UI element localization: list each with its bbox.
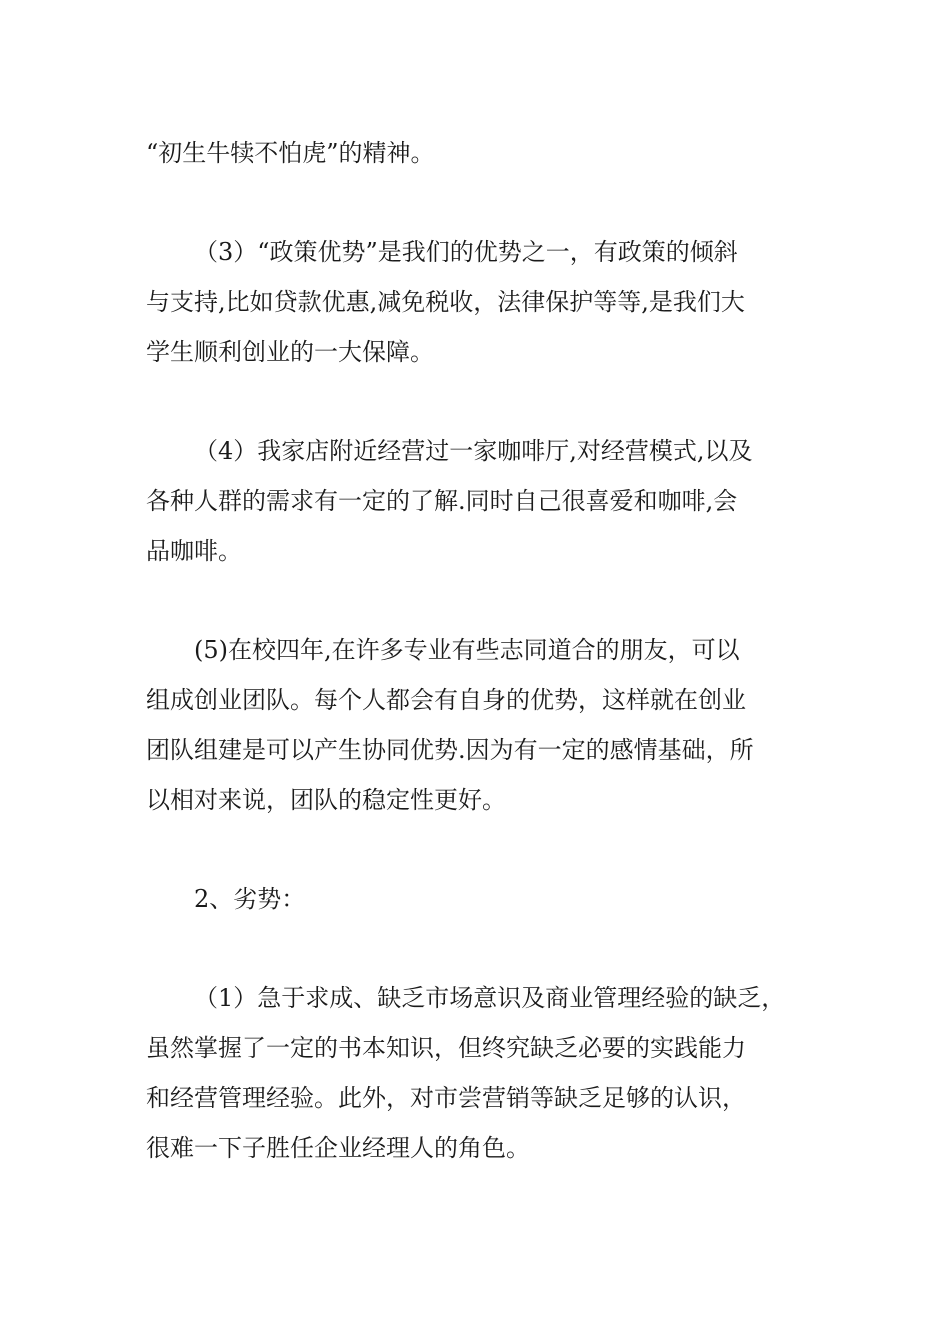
text-line: 与支持,比如贷款优惠,减免税收，法律保护等等,是我们大 bbox=[146, 288, 745, 316]
document-body bbox=[146, 128, 836, 1173]
text-line: 以相对来说，团队的稳定性更好。 bbox=[146, 786, 506, 814]
text-line: 和经营管理经验。此外，对市尝营销等缺乏足够的认识， bbox=[146, 1084, 746, 1112]
paragraph-gap bbox=[146, 576, 836, 625]
paragraph-gap bbox=[146, 825, 836, 874]
text-line: “初生牛犊不怕虎”的精神。 bbox=[146, 139, 435, 167]
text-line: 虽然掌握了一定的书本知识，但终究缺乏必要的实践能力 bbox=[146, 1034, 746, 1062]
text-line: 团队组建是可以产生协同优势.因为有一定的感情基础，所 bbox=[146, 736, 754, 764]
text-line: 2、劣势： bbox=[194, 885, 306, 913]
paragraph-spirit bbox=[146, 128, 836, 178]
paragraph-gap bbox=[146, 178, 836, 227]
paragraph-coffee-experience bbox=[146, 426, 836, 576]
paragraph-gap bbox=[146, 377, 836, 426]
text-line: （1）急于求成、缺乏市场意识及商业管理经验的缺乏， bbox=[194, 984, 786, 1012]
paragraph-policy-advantage bbox=[146, 227, 836, 377]
section-heading-disadvantages bbox=[146, 874, 836, 924]
text-line: （3）“政策优势”是我们的优势之一，有政策的倾斜 bbox=[194, 238, 738, 266]
text-line: （4）我家店附近经营过一家咖啡厅,对经营模式,以及 bbox=[194, 437, 753, 465]
paragraph-gap bbox=[146, 924, 836, 973]
text-line: 各种人群的需求有一定的了解.同时自己很喜爱和咖啡,会 bbox=[146, 487, 738, 515]
paragraph-team-advantage bbox=[146, 625, 836, 825]
text-line: 学生顺利创业的一大保障。 bbox=[146, 338, 434, 366]
text-line: 组成创业团队。每个人都会有自身的优势，这样就在创业 bbox=[146, 686, 746, 714]
text-line: 很难一下子胜任企业经理人的角色。 bbox=[146, 1134, 530, 1162]
paragraph-lack-experience bbox=[146, 973, 836, 1173]
text-line: (5)在校四年,在许多专业有些志同道合的朋友，可以 bbox=[194, 636, 740, 664]
text-line: 品咖啡。 bbox=[146, 537, 242, 565]
